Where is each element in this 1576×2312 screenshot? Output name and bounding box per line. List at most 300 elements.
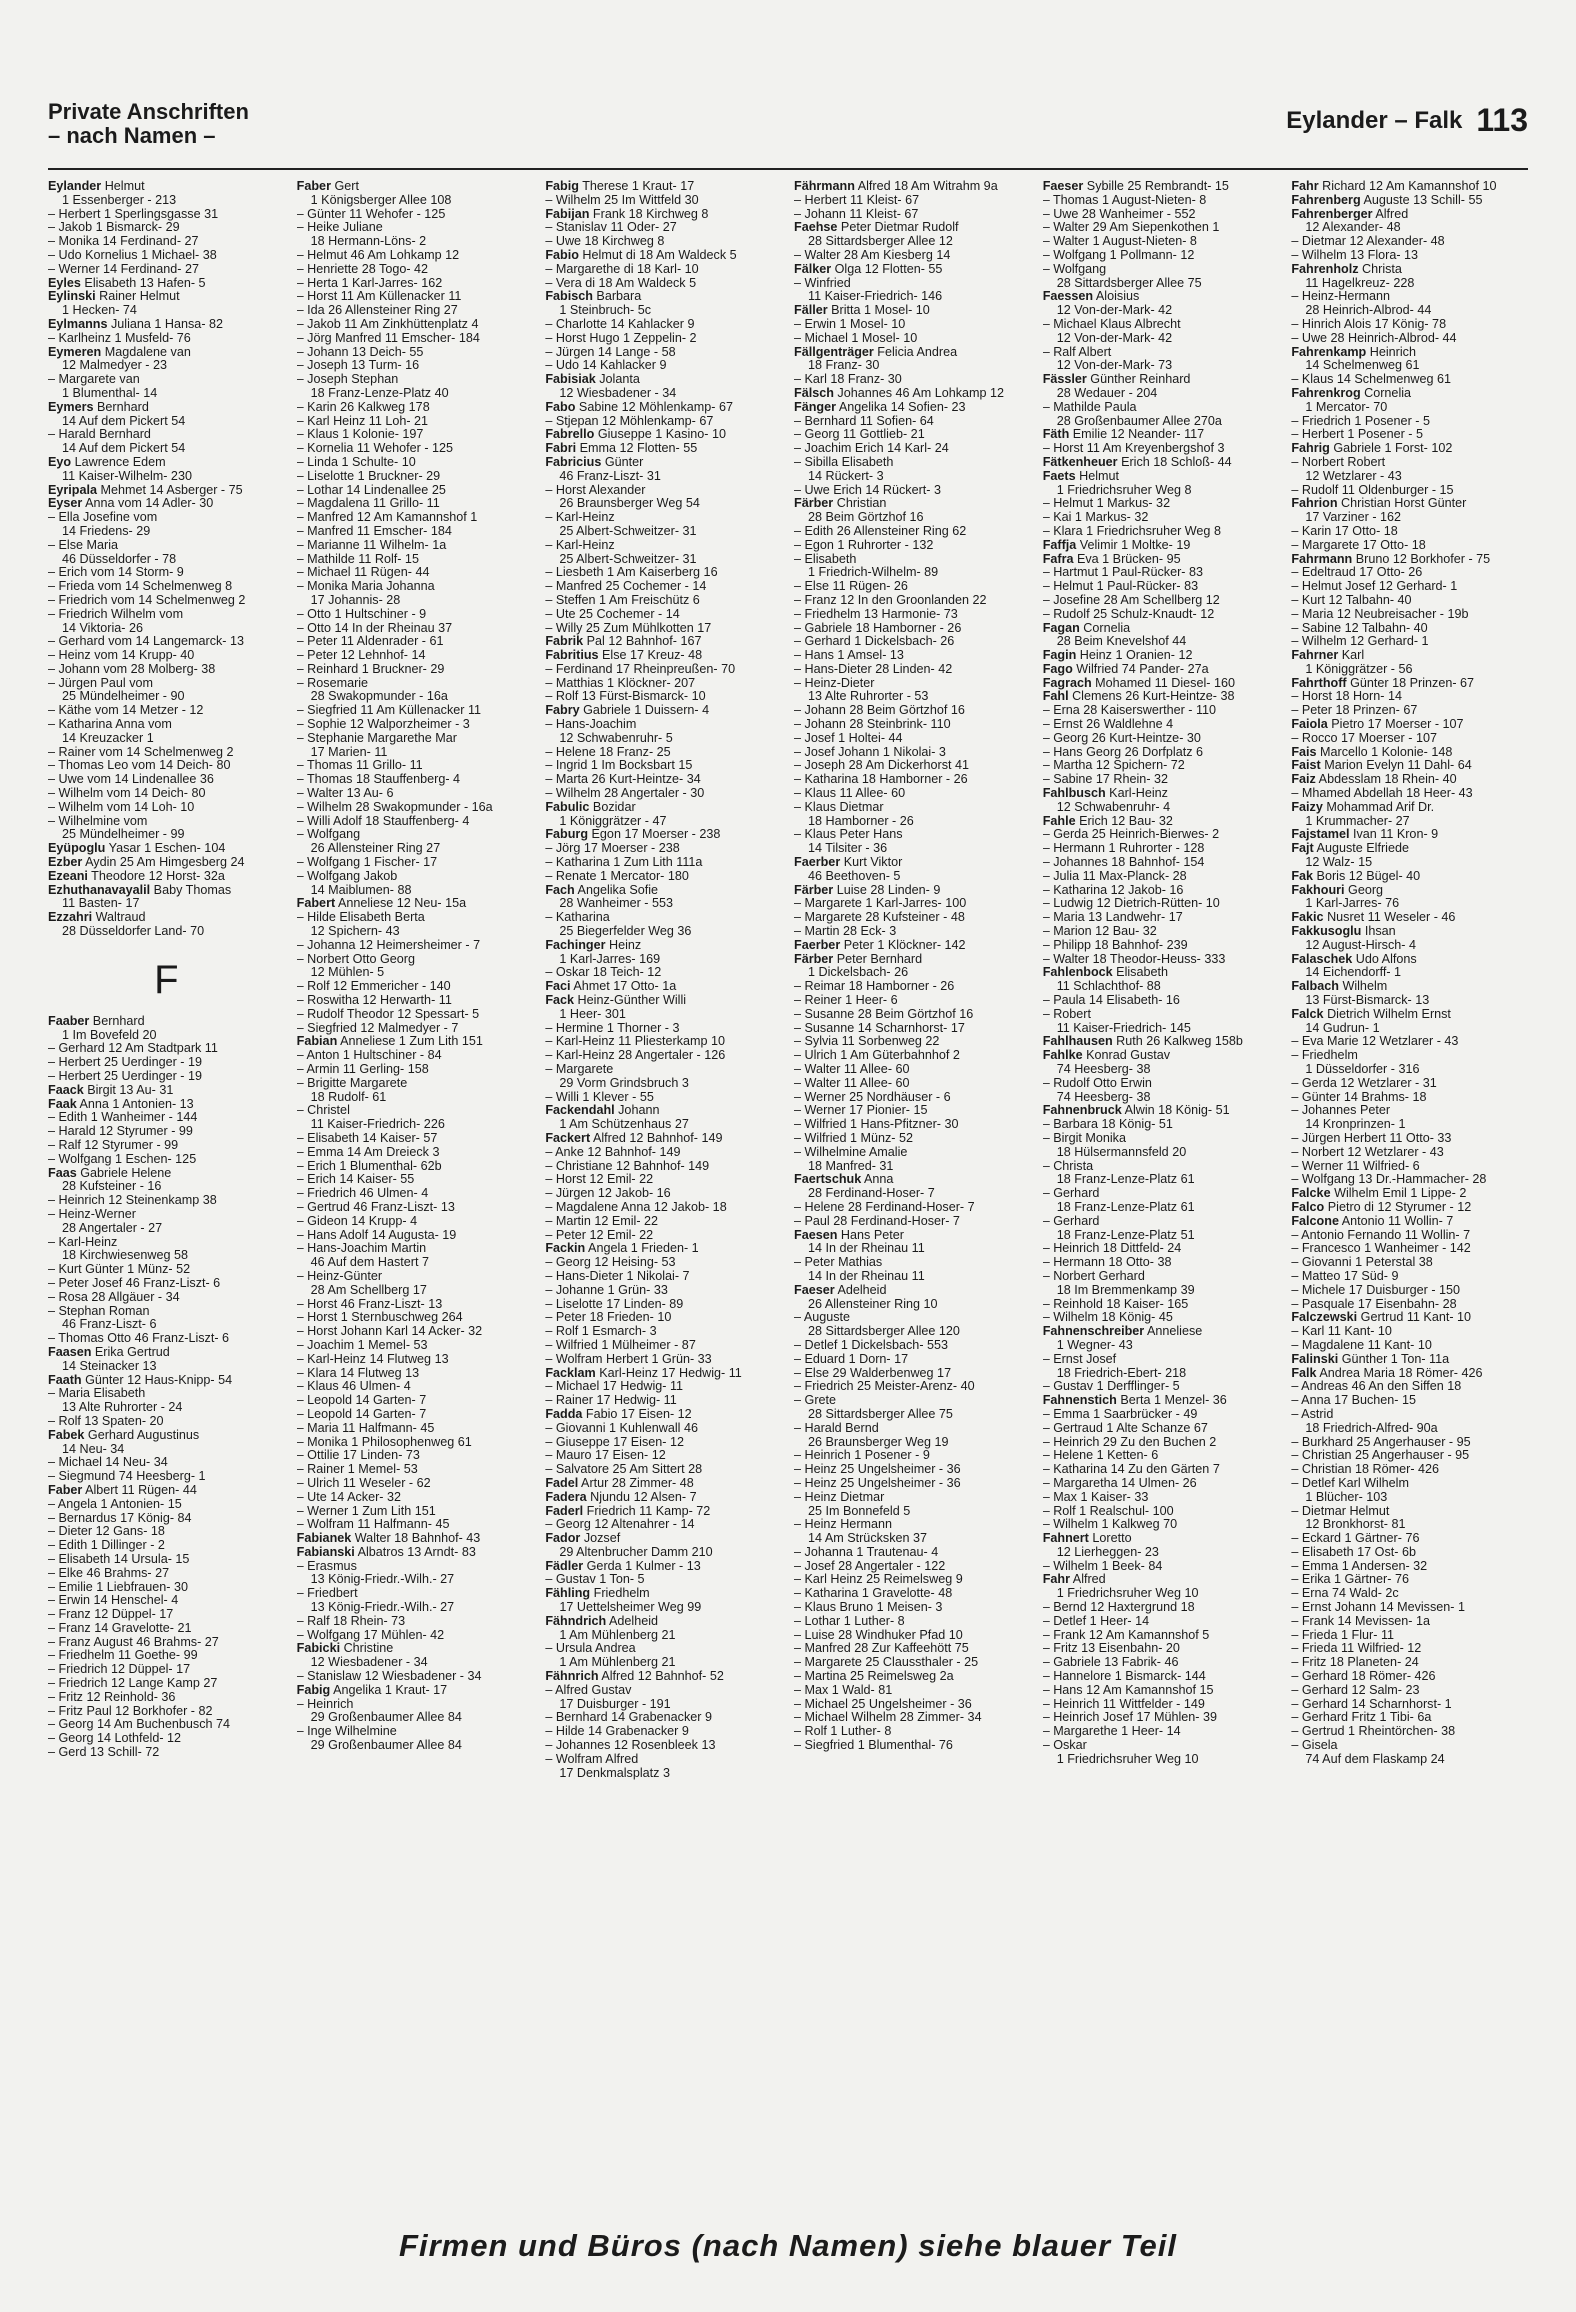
directory-entry: – Brigitte Margarete xyxy=(296,1076,408,1090)
surname: Fahrenberger xyxy=(1291,207,1373,221)
directory-entry: 28 Wedauer - 204 xyxy=(1056,386,1158,400)
surname: Fabian xyxy=(296,1035,338,1049)
directory-entry: – Heinz 25 Ungelsheimer - 36 xyxy=(794,1476,961,1490)
surname: Faizy xyxy=(1291,800,1323,814)
directory-entry: 1 Königsberger Allee 108 xyxy=(310,193,452,207)
directory-entry: – Roswitha 12 Herwarth- 11 xyxy=(296,994,452,1008)
directory-entry: – Wilhelm vom 14 Deich- 80 xyxy=(48,787,206,801)
directory-entry: – Magdalene 11 Kant- 10 xyxy=(1291,1338,1432,1352)
directory-entry: – Dietmar Helmut xyxy=(1291,1504,1390,1518)
directory-entry: – Johannes 18 Bahnhof- 154 xyxy=(1042,856,1205,870)
directory-entry: – Helene 28 Ferdinand-Hoser- 7 xyxy=(794,1200,975,1214)
directory-entry: – Walter 11 Allee- 60 xyxy=(794,1076,910,1090)
directory-entry: 74 Heesberg- 38 xyxy=(1056,1063,1151,1076)
directory-entry: – Udo Kornelius 1 Michael- 38 xyxy=(48,248,217,262)
directory-entry: Falck Dietrich Wilhelm Ernst xyxy=(1291,1007,1451,1021)
surname: Fabritius xyxy=(545,649,599,663)
directory-entry: Fabrik Pal 12 Bahnhof- 167 xyxy=(545,635,702,649)
directory-entry: – Karl 18 Franz- 30 xyxy=(794,373,902,387)
directory-entry: – Peter Mathias xyxy=(794,1256,883,1270)
surname: Fakkusoglu xyxy=(1291,925,1362,939)
directory-entry: Eyo Lawrence Edem xyxy=(48,455,166,469)
directory-entry: – Martina 25 Reimelsweg 2a xyxy=(794,1670,954,1684)
directory-entry: – Mathilde 11 Rolf- 15 xyxy=(296,552,419,566)
directory-entry: – Siegfried 11 Am Küllenacker 11 xyxy=(296,704,482,718)
directory-entry: Eyles Elisabeth 13 Hafen- 5 xyxy=(48,276,206,290)
surname: Fahlhausen xyxy=(1042,1035,1113,1049)
directory-entry: 1 Im Bovefeld 20 xyxy=(62,1028,157,1042)
directory-entry: – Martin 12 Emil- 22 xyxy=(545,1214,659,1228)
directory-entry: – Edith 26 Allensteiner Ring 62 xyxy=(794,524,967,538)
directory-entry: – Rocco 17 Moerser - 107 xyxy=(1291,731,1437,745)
directory-entry: 29 Vorm Grindsbruch 3 xyxy=(559,1076,689,1090)
directory-entry: – Georg 11 Gottlieb- 21 xyxy=(794,428,925,442)
directory-entry: Fackin Angela 1 Frieden- 1 xyxy=(545,1242,699,1256)
directory-entry: – Wolfram Herbert 1 Grün- 33 xyxy=(545,1352,712,1366)
directory-entry: – Sabine 12 Talbahn- 40 xyxy=(1291,621,1428,635)
directory-entry: – Karl Heinz 11 Loh- 21 xyxy=(296,414,429,428)
directory-entry: – Norbert 12 Wetzlarer - 43 xyxy=(1291,1145,1444,1159)
directory-entry: – Jürgen 14 Lange - 58 xyxy=(545,345,676,359)
directory-entry: Eymers Bernhard xyxy=(48,400,149,414)
directory-entry: 14 Neu- 34 xyxy=(62,1442,125,1456)
directory-entry: – Margarete 17 Otto- 18 xyxy=(1291,538,1426,552)
directory-entry: Fadera Njundu 12 Alsen- 7 xyxy=(545,1490,697,1504)
directory-entry: – Thomas Leo vom 14 Deich- 80 xyxy=(48,759,231,773)
directory-entry: – Rolf 1 Esmarch- 3 xyxy=(545,1325,657,1339)
directory-entry: – Erna 74 Wald- 2c xyxy=(1291,1587,1399,1601)
directory-entry: Fabulic Bozidar xyxy=(545,800,636,814)
directory-entry: – Jürgen Paul vom xyxy=(48,676,154,690)
surname: Fahrig xyxy=(1291,442,1330,456)
directory-entry: Falk Andrea Maria 18 Römer- 426 xyxy=(1291,1366,1483,1380)
directory-entry: 14 Viktoria- 26 xyxy=(62,621,143,635)
surname: Fähnrich xyxy=(545,1670,599,1684)
surname: Fackin xyxy=(545,1242,586,1256)
directory-entry: – Friedrich 46 Ulmen- 4 xyxy=(296,1187,429,1201)
surname: Falcke xyxy=(1291,1187,1331,1201)
directory-entry: – Giuseppe 17 Eisen- 12 xyxy=(545,1435,684,1449)
directory-entry: – Friedrich vom 14 Schelmenweg 2 xyxy=(48,593,246,607)
directory-entry: – Giovanni 1 Kuhlenwall 46 xyxy=(545,1421,698,1435)
directory-entry: 1 Hecken- 74 xyxy=(62,304,137,318)
directory-entry: – Bernd 12 Haxtergrund 18 xyxy=(1042,1601,1195,1615)
surname: Fabig xyxy=(545,180,579,193)
directory-entry: – Manfred 25 Cochemer - 14 xyxy=(545,580,707,594)
surname: Fahrenkamp xyxy=(1291,345,1367,359)
surname: Fähndrich xyxy=(545,1614,607,1628)
directory-entry: – Elisabeth 17 Ost- 6b xyxy=(1291,1545,1416,1559)
directory-entry: 1 Königgrätzer - 47 xyxy=(559,814,667,828)
surname: Fagan xyxy=(1042,621,1080,635)
directory-entry: – Gerda 12 Wetzlarer - 31 xyxy=(1291,1076,1437,1090)
directory-entry: – Bernardus 17 König- 84 xyxy=(48,1511,192,1525)
directory-entry: – Margarethe 1 Heer- 14 xyxy=(1042,1725,1181,1739)
directory-entry: Fahl Clemens 26 Kurt-Heintze- 38 xyxy=(1042,690,1235,704)
directory-entry: – Michael Wilhelm 28 Zimmer- 34 xyxy=(794,1711,982,1725)
directory-entry: – Detlef 1 Heer- 14 xyxy=(1042,1614,1150,1628)
surname: Fabio xyxy=(545,248,579,262)
directory-entry: – Pasquale 17 Eisenbahn- 28 xyxy=(1291,1297,1457,1311)
directory-entry: 29 Altenbrucher Damm 210 xyxy=(559,1545,713,1559)
directory-entry: Fährmann Alfred 18 Am Witrahm 9a xyxy=(794,180,998,193)
directory-entry: – Margarete van xyxy=(48,373,140,387)
directory-entry: – Erika 1 Gärtner- 76 xyxy=(1291,1573,1409,1587)
section-title-line2: – nach Namen – xyxy=(48,123,216,148)
directory-entry: – Johann 28 Steinbrink- 110 xyxy=(794,718,951,732)
directory-entry: 17 Marien- 11 xyxy=(310,745,388,759)
directory-entry: Fador Jozsef xyxy=(545,1532,621,1546)
directory-entry: – Friedrich 12 Düppel- 17 xyxy=(48,1663,191,1677)
directory-entry: 46 Franz-Liszt- 6 xyxy=(62,1318,157,1332)
directory-entry: – Frieda 11 Wilfried- 12 xyxy=(1291,1642,1422,1656)
surname: Fabulic xyxy=(545,800,590,814)
directory-entry: – Gerhard 1 Dickelsbach- 26 xyxy=(794,635,955,649)
directory-entry: 74 Auf dem Flaskamp 24 xyxy=(1305,1752,1445,1766)
directory-entry: Fabisch Barbara xyxy=(545,290,642,304)
directory-entry: – Georg 12 Heising- 53 xyxy=(545,1256,676,1270)
directory-entry: – Herbert 11 Kleist- 67 xyxy=(794,193,920,207)
directory-entry: – Margarete xyxy=(545,1063,614,1076)
directory-entry: Fällgenträger Felicia Andrea xyxy=(794,345,958,359)
directory-entry: Fabicki Christine xyxy=(296,1642,394,1656)
surname: Fahrenberg xyxy=(1291,193,1361,207)
directory-entry: – Sibilla Elisabeth xyxy=(794,455,894,469)
directory-entry: 14 Kronprinzen- 1 xyxy=(1305,1118,1406,1132)
directory-entry: – Karl 11 Kant- 10 xyxy=(1291,1325,1392,1339)
directory-entry: 1 Karl-Jarres- 169 xyxy=(559,952,661,966)
surname: Fabig xyxy=(296,1683,331,1697)
directory-entry: – Andreas 46 An den Siffen 18 xyxy=(1291,1380,1462,1394)
directory-entry: Faas Gabriele Helene xyxy=(48,1166,172,1180)
directory-entry: – Helene 1 Ketten- 6 xyxy=(1042,1449,1159,1463)
directory-entry: – Siegfried 12 Malmedyer - 7 xyxy=(296,1021,459,1035)
directory-entry: – Friedrich Wilhelm vom xyxy=(48,607,184,621)
directory-entry: – Martin 28 Eck- 3 xyxy=(794,925,897,939)
directory-entry: 11 Kaiser-Friedrich- 145 xyxy=(1056,1021,1191,1035)
directory-entry: – Anke 12 Bahnhof- 149 xyxy=(545,1145,681,1159)
surname: Eyüpoglu xyxy=(48,842,106,856)
directory-entry: – Horst 11 Am Kreyenbergshof 3 xyxy=(1042,442,1225,456)
surname: Fabry xyxy=(545,704,580,718)
directory-entry: 17 Varziner - 162 xyxy=(1305,511,1402,525)
directory-entry: Fahrmann Bruno 12 Borkhofer - 75 xyxy=(1291,552,1491,566)
directory-entry: – Fritz Paul 12 Borkhofer - 82 xyxy=(48,1704,213,1718)
surname: Faas xyxy=(48,1166,77,1180)
directory-entry: 12 August-Hirsch- 4 xyxy=(1305,938,1416,952)
directory-entry: – Wilhelm vom 14 Loh- 10 xyxy=(48,800,195,814)
directory-entry: Falcone Antonio 11 Wollin- 7 xyxy=(1291,1214,1454,1228)
directory-entry: – Jürgen 12 Jakob- 16 xyxy=(545,1187,671,1201)
surname: Fahnenstich xyxy=(1042,1394,1117,1408)
directory-entry: 1 Am Schützenhaus 27 xyxy=(559,1118,689,1132)
surname: Fafra xyxy=(1042,552,1074,566)
directory-entry: 28 Großenbaumer Allee 270a xyxy=(1056,414,1222,428)
column-1 xyxy=(48,180,285,2210)
page-range xyxy=(1286,102,1528,139)
directory-entry: – Rudolf 11 Oldenburger - 15 xyxy=(1291,483,1454,497)
directory-entry: 25 Biegerfelder Weg 36 xyxy=(559,925,692,939)
surname: Ezhuthanavayalil xyxy=(48,883,151,897)
directory-entry: – Herbert 1 Sperlingsgasse 31 xyxy=(48,207,219,221)
directory-entry: 1 Heer- 301 xyxy=(559,1007,626,1021)
directory-entry: – Norbert Otto Georg xyxy=(296,952,415,966)
directory-entry: Fälsch Johannes 46 Am Lohkamp 12 xyxy=(794,386,1005,400)
directory-entry: – Paula 14 Elisabeth- 16 xyxy=(1042,994,1180,1008)
directory-entry: – Willi Adolf 18 Stauffenberg- 4 xyxy=(296,814,470,828)
directory-entry: Falczewski Gertrud 11 Kant- 10 xyxy=(1291,1311,1472,1325)
directory-entry: 12 Wiesbadener - 34 xyxy=(310,1656,428,1670)
directory-entry: Fabianek Walter 18 Bahnhof- 43 xyxy=(296,1532,481,1546)
directory-entry: – Rolf 12 Emmericher - 140 xyxy=(296,980,451,994)
directory-entry: 1 Dickelsbach- 26 xyxy=(808,966,909,980)
directory-entry: – Michael 14 Neu- 34 xyxy=(48,1456,168,1470)
directory-entry: – Heinz vom 14 Krupp- 40 xyxy=(48,649,195,663)
directory-entry: Faburg Egon 17 Moerser - 238 xyxy=(545,828,721,842)
directory-entry: 28 Sittardsberger Allee 12 xyxy=(808,235,953,249)
directory-entry: 14 Steinacker 13 xyxy=(62,1359,157,1373)
surname: Falinski xyxy=(1291,1352,1339,1366)
directory-entry: Fabig Therese 1 Kraut- 17 xyxy=(545,180,695,193)
directory-entry: – Hartmut 1 Paul-Rücker- 83 xyxy=(1042,566,1203,580)
surname: Faath xyxy=(48,1373,82,1387)
directory-entry: – Gisela xyxy=(1291,1739,1338,1753)
directory-entry: Fagan Cornelia xyxy=(1042,621,1131,635)
directory-entry: – Max 1 Kaiser- 33 xyxy=(1042,1490,1149,1504)
directory-entry: Fagrach Mohamed 11 Diesel- 160 xyxy=(1042,676,1235,690)
directory-entry: – Else Maria xyxy=(48,538,118,552)
directory-entry: – Hermann 18 Otto- 38 xyxy=(1042,1256,1172,1270)
directory-entry: 28 Sittardsberger Allee 120 xyxy=(808,1325,960,1339)
directory-entry: 1 Blumenthal- 14 xyxy=(62,386,158,400)
directory-entry: Fahnenstich Berta 1 Menzel- 36 xyxy=(1042,1394,1227,1408)
surname: Eyo xyxy=(48,455,72,469)
surname: Fajstamel xyxy=(1291,828,1350,842)
surname: Falco xyxy=(1291,1200,1325,1214)
directory-entry: 12 Von-der-Mark- 73 xyxy=(1056,359,1173,373)
directory-entry: 14 Maiblumen- 88 xyxy=(310,883,412,897)
directory-entry: – Joachim 1 Memel- 53 xyxy=(296,1338,428,1352)
surname: Fährmann xyxy=(794,180,855,193)
directory-entry: – Hans Georg 26 Dorfplatz 6 xyxy=(1042,745,1203,759)
directory-entry: Fahrenkrog Cornelia xyxy=(1291,386,1412,400)
directory-entry: 12 Malmedyer - 23 xyxy=(62,359,167,373)
directory-entry: – Friedhelm xyxy=(1291,1049,1358,1063)
directory-entry: – Johanna 1 Trautenau- 4 xyxy=(794,1545,939,1559)
directory-entry: – Helmut Josef 12 Gerhard- 1 xyxy=(1291,580,1458,594)
directory-entry: Eylander Helmut xyxy=(48,180,145,193)
directory-entry: Faerber Kurt Viktor xyxy=(794,856,903,870)
surname: Fahr xyxy=(1042,1573,1070,1587)
directory-entry: – Bernhard 14 Grabenacker 9 xyxy=(545,1711,712,1725)
section-title xyxy=(48,100,249,148)
directory-entry: 12 Von-der-Mark- 42 xyxy=(1056,304,1173,318)
directory-entry: Fabri Emma 12 Flotten- 55 xyxy=(545,442,698,456)
directory-entry: – Georg 14 Am Buchenbusch 74 xyxy=(48,1718,231,1732)
directory-entry: 14 Schelmenweg 61 xyxy=(1305,359,1420,373)
directory-entry: – Mauro 17 Eisen- 12 xyxy=(545,1449,666,1463)
directory-entry: – Lothar 1 Luther- 8 xyxy=(794,1614,905,1628)
directory-entry: – Ferdinand 17 Rheinpreußen- 70 xyxy=(545,662,736,676)
surname: Fäth xyxy=(1042,428,1070,442)
directory-entry: Eyripala Mehmet 14 Asberger - 75 xyxy=(48,483,243,497)
directory-entry: – Gerhard 12 Am Stadtpark 11 xyxy=(48,1042,218,1056)
directory-entry: Fadda Fabio 17 Eisen- 12 xyxy=(545,1407,692,1421)
directory-entry: – Wilfried 1 Hans-Pfitzner- 30 xyxy=(794,1118,959,1132)
directory-entry: 18 Im Bremmenkamp 39 xyxy=(1056,1283,1195,1297)
directory-entry: Fakhouri Georg xyxy=(1291,883,1384,897)
surname: Fäller xyxy=(794,304,828,318)
surname: Eylinski xyxy=(48,290,96,304)
directory-entry: Fähndrich Adelheid xyxy=(545,1614,659,1628)
surname: Fahrner xyxy=(1291,649,1339,663)
directory-entry: – Hans 12 Am Kamannshof 15 xyxy=(1042,1683,1214,1697)
directory-entry: 46 Düsseldorfer - 78 xyxy=(62,552,177,566)
directory-entry: – Charlotte 14 Kahlacker 9 xyxy=(545,317,695,331)
directory-entry: – Vera di 18 Am Waldeck 5 xyxy=(545,276,697,290)
directory-entry: – Hilde 14 Grabenacker 9 xyxy=(545,1725,689,1739)
directory-entry: 26 Braunsberger Weg 54 xyxy=(559,497,700,511)
directory-entry: – Wilhelmine Amalie xyxy=(794,1145,908,1159)
directory-entry: 28 Angertaler - 27 xyxy=(62,1221,163,1235)
directory-entry: – Käthe vom 14 Metzer - 12 xyxy=(48,704,204,718)
directory-entry: 1 Friedrichsruher Weg 10 xyxy=(1056,1587,1199,1601)
directory-entry: 14 Eichendorff- 1 xyxy=(1305,966,1402,980)
surname: Ezber xyxy=(48,856,83,870)
directory-entry: Faehse Peter Dietmar Rudolf xyxy=(794,221,959,235)
directory-entry: 28 Kufsteiner - 16 xyxy=(62,1180,162,1194)
directory-entry: – Emma 1 Andersen- 32 xyxy=(1291,1559,1428,1573)
directory-entry: – Thomas 11 Grillo- 11 xyxy=(296,759,423,773)
surname: Ezzahri xyxy=(48,911,93,925)
surname: Fahlbusch xyxy=(1042,787,1106,801)
directory-entry: – Werner 1 Zum Lith 151 xyxy=(296,1504,436,1518)
surname: Eymeren xyxy=(48,345,102,359)
directory-entry: – Inge Wilhelmine xyxy=(296,1725,397,1739)
directory-entry: – Willy 25 Zum Mühlkotten 17 xyxy=(545,621,712,635)
directory-entry: 12 Wetzlarer - 43 xyxy=(1305,469,1402,483)
directory-entry: Fackendahl Johann xyxy=(545,1104,660,1118)
surname: Fahnenschreiber xyxy=(1042,1325,1145,1339)
surname: Falk xyxy=(1291,1366,1317,1380)
directory-entry: – Hermine 1 Thorner - 3 xyxy=(545,1021,680,1035)
surname: Fänger xyxy=(794,400,837,414)
directory-entry: – Mhamed Abdellah 18 Heer- 43 xyxy=(1291,787,1473,801)
directory-entry: Fahrig Gabriele 1 Forst- 102 xyxy=(1291,442,1453,456)
directory-entry: – Christel xyxy=(296,1104,350,1118)
directory-entry: – Christa xyxy=(1042,1159,1094,1173)
surname: Falczewski xyxy=(1291,1311,1358,1325)
directory-entry: Fäller Britta 1 Mosel- 10 xyxy=(794,304,930,318)
directory-entry: – Edith 1 Wanheimer - 144 xyxy=(48,1111,198,1125)
directory-entry: – Karlheinz 1 Musfeld- 76 xyxy=(48,331,191,345)
directory-entry: Fahlbusch Karl-Heinz xyxy=(1042,787,1168,801)
directory-entry: – Günter 11 Wehofer - 125 xyxy=(296,207,446,221)
directory-entry: 13 Alte Ruhrorter - 53 xyxy=(808,690,929,704)
directory-entry: Fajt Auguste Elfriede xyxy=(1291,842,1409,856)
directory-entry: – Wilhelm 12 Gerhard- 1 xyxy=(1291,635,1429,649)
directory-entry: – Kurt Günter 1 Münz- 52 xyxy=(48,1263,191,1277)
directory-entry: Fässler Günther Reinhard xyxy=(1042,373,1191,387)
surname: Faets xyxy=(1042,469,1076,483)
directory-entry: – Karl-Heinz 14 Flutweg 13 xyxy=(296,1352,449,1366)
directory-entry: 14 Kreuzacker 1 xyxy=(62,731,154,745)
directory-entry: Fänger Angelika 14 Sofien- 23 xyxy=(794,400,966,414)
directory-entry: Faesen Hans Peter xyxy=(794,1228,904,1242)
directory-entry: Fahnenschreiber Anneliese xyxy=(1042,1325,1203,1339)
directory-entry: – Wilhelm 1 Beek- 84 xyxy=(1042,1559,1163,1573)
directory-entry: – Wilhelm 1 Kalkweg 70 xyxy=(1042,1518,1178,1532)
surname: Faertschuk xyxy=(794,1173,862,1187)
directory-entry: – Georg 26 Kurt-Heintze- 30 xyxy=(1042,731,1201,745)
directory-entry: Ezber Aydin 25 Am Himgesberg 24 xyxy=(48,856,245,870)
directory-entry: – Magdalena 11 Grillo- 11 xyxy=(296,497,440,511)
column-2 xyxy=(297,180,534,2210)
directory-entry: – Ralf 18 Rhein- 73 xyxy=(296,1614,406,1628)
directory-entry: Fahrenberg Auguste 13 Schill- 55 xyxy=(1291,193,1483,207)
directory-entry: – Joseph 13 Turm- 16 xyxy=(296,359,420,373)
directory-entry: 28 Ferdinand-Hoser- 7 xyxy=(808,1187,935,1201)
surname: Fabri xyxy=(545,442,577,456)
directory-entry: – Harald 12 Styrumer - 99 xyxy=(48,1125,193,1139)
directory-entry: Falbach Wilhelm xyxy=(1291,980,1388,994)
surname: Fabianek xyxy=(296,1532,352,1546)
directory-entry: 28 Swakopmunder - 16a xyxy=(310,690,448,704)
directory-entry: Eymeren Magdalene van xyxy=(48,345,191,359)
surname: Eyser xyxy=(48,497,83,511)
directory-entry: – Friedhelm 11 Goethe- 99 xyxy=(48,1649,198,1663)
surname: Faburg xyxy=(545,828,589,842)
directory-entry: Eyser Anna vom 14 Adler- 30 xyxy=(48,497,214,511)
directory-entry: Fahrenberger Alfred xyxy=(1291,207,1409,221)
directory-entry: Fahrion Christian Horst Günter xyxy=(1291,497,1467,511)
directory-entry: Fälker Olga 12 Flotten- 55 xyxy=(794,262,943,276)
directory-entry: Fabig Angelika 1 Kraut- 17 xyxy=(296,1683,448,1697)
directory-entry: Fabek Gerhard Augustinus xyxy=(48,1428,200,1442)
directory-entry: Falaschek Udo Alfons xyxy=(1291,952,1417,966)
directory-entry: – Horst 46 Franz-Liszt- 13 xyxy=(296,1297,443,1311)
directory-entry: 12 Wiesbadener - 34 xyxy=(559,386,677,400)
footer-note: Firmen und Büros (nach Namen) siehe blauer Teil xyxy=(399,2228,1177,2263)
directory-entry: – Helene 18 Franz- 25 xyxy=(545,745,671,759)
surname: Färber xyxy=(794,497,834,511)
directory-entry: – Gerhard xyxy=(1042,1214,1100,1228)
directory-entry: – Jörg Manfred 11 Emscher- 184 xyxy=(296,331,480,345)
directory-entry: – Erna 28 Kaiserswerther - 110 xyxy=(1042,704,1217,718)
directory-entry: – Karl-Heinz xyxy=(545,511,615,525)
directory-entry: – Winfried xyxy=(794,276,851,290)
directory-entry: Faber Gert xyxy=(296,180,359,193)
directory-entry: – Walter 29 Am Siepenkothen 1 xyxy=(1042,221,1220,235)
directory-entry: – Grete xyxy=(794,1394,837,1408)
surname: Fahrion xyxy=(1291,497,1338,511)
directory-entry: – Emma 14 Am Dreieck 3 xyxy=(296,1145,440,1159)
directory-entry: – Gerhard xyxy=(1042,1187,1100,1201)
directory-entry: Faaber Bernhard xyxy=(48,1014,145,1028)
directory-entry: Fabry Gabriele 1 Duissern- 4 xyxy=(545,704,710,718)
directory-entry: – Kurt 12 Talbahn- 40 xyxy=(1291,593,1412,607)
directory-entry: – Peter 12 Emil- 22 xyxy=(545,1228,654,1242)
directory-entry: – Wilfried 1 Münz- 52 xyxy=(794,1131,913,1145)
name-range: Eylander – Falk xyxy=(1286,107,1463,134)
surname: Faessen xyxy=(1042,290,1094,304)
directory-entry: – Hannelore 1 Bismarck- 144 xyxy=(1042,1670,1206,1684)
directory-entry: Fahlhausen Ruth 26 Kalkweg 158b xyxy=(1042,1035,1243,1049)
directory-entry: 26 Allensteiner Ring 27 xyxy=(310,842,441,856)
directory-entry: Fähnrich Alfred 12 Bahnhof- 52 xyxy=(545,1670,724,1684)
directory-entry: – Wilhelm 28 Angertaler - 30 xyxy=(545,787,705,801)
directory-entry: – Wolfram Alfred xyxy=(545,1752,639,1766)
